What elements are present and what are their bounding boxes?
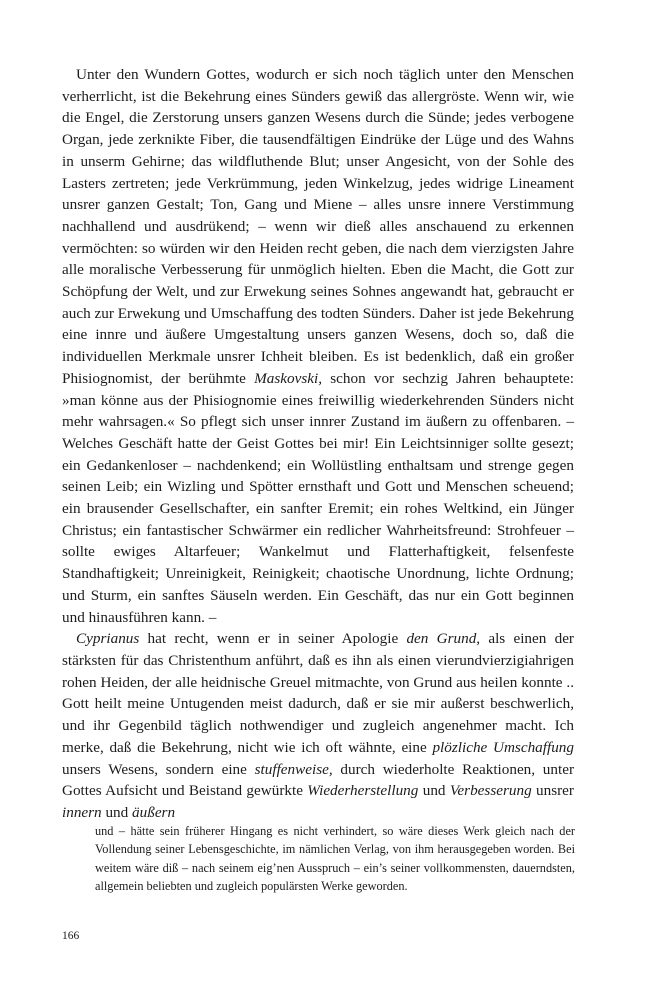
footnote: und – hätte sein früherer Hingang es nicht verhindert, so wäre dieses Werk gleich nach der Vollendung seiner Lebensgeschichte, im nämlichen Verlag, von ihm herausgegeben worden. Bei weitem wäre diß – nach seinem eig’nen Ausspruch – ein’s seiner vollkommensten, dauerndsten, allgemein beliebten und zugleich populärsten Werke geworden. bbox=[95, 824, 575, 894]
text-run: durch wiederholte Reaktionen, unter Gottes Aufsicht und Beistand gewürkte bbox=[62, 760, 574, 800]
italic-run: Verbesserung bbox=[449, 782, 532, 800]
italic-run: Maskovski, bbox=[254, 369, 323, 387]
text-run: und bbox=[418, 782, 450, 800]
text-run: unsers Wesens, sondern eine bbox=[62, 760, 255, 778]
italic-run: plözliche Umschaffung bbox=[432, 738, 574, 756]
italic-run: Wiederherstellung bbox=[307, 782, 419, 800]
italic-run: Cyprianus bbox=[76, 630, 140, 648]
paragraph bbox=[62, 628, 574, 823]
text-run: und bbox=[101, 803, 133, 821]
text-run: schon vor sechzig Jahren behauptete: »man könne aus der Phisiognomie eines freiwillig wiederkehrenden Sünders nicht mehr wahrsagen.« So pflegt sich unser innrer Zustand im äußern zu offenbaren. – Welches Geschäft hatte der Geist Gottes bei mir! Ein Leichtsinniger sollte gesezt; ein Gedankenloser – nachdenkend; ein Wollüstling enthaltsam und strenge gegen seinen Leib; ein Wizling und Spötter ernsthaft und Gott und Menschen scheuend; ein brausender Gesellschafter, ein sanfter Eremit; ein rohes Weltkind, ein Jünger Christus; ein fantastischer Schwärmer ein redlicher Wahrheitsfreund: Strohfeuer – sollte ewiges Altarfeuer; Wankelmut und Flatterhaftigkeit, felsenfeste Standhaftigkeit; Unreinigkeit, Reinigkeit; chaotische Unordnung, lichte Ordnung; und Sturm, ein sanftes Säuseln werden. Ein Geschäft, das nur ein Gott beginnen und hinausführen kann. – bbox=[62, 369, 574, 626]
italic-run: stuffenweise, bbox=[254, 760, 333, 778]
text-run: als einen der stärksten für das Christenthum anführt, daß es ihn als einen vierundvierzigiahrigen rohen Heiden, der alle heidnische Greuel mitmachte, von Grund aus heilen konnte .. Gott heilt meine Untugenden meist dadurch, daß er sie mir außerst beschwerlich, und ihr Gegenbild täglich nothwendiger und zugleich angenehmer macht. Ich merke, daß die Bekehrung, nicht wie ich oft wähnte, eine bbox=[62, 630, 574, 756]
text-run: hat recht, wenn er in seiner Apologie bbox=[139, 630, 407, 648]
italic-run: äußern bbox=[132, 803, 176, 821]
paragraph bbox=[62, 64, 574, 628]
italic-run: innern bbox=[62, 803, 102, 821]
text-run: unsrer bbox=[531, 782, 574, 800]
page-number: 166 bbox=[62, 930, 80, 942]
text-run: Unter den Wundern Gottes, wodurch er sich noch täglich unter den Menschen verherrlicht, ist die Bekehrung eines Sünders gewiß das allergröste. Wenn wir, wie die Engel, die Zerstorung unsers ganzen Wesens durch die Sünde; jedes verbogene Organ, jede zerknikte Fiber, die tausendfältigen Eindrüke der Lüge und des Wahns in unserm Gehirne; das wildfluthende Blut; unser Angesicht, von der Sohle des Lasters zertreten; jede Verkrümmung, jeden Winkelzug, jedes widrige Lineament unsrer ganzen Gestalt; Ton, Gang und Miene – alles unsre innere Verstimmung nachhallend und ausdrükend; – wenn wir dieß alles anschauend zu erkennen vermöchten: so würden wir den Heiden recht geben, die nach dem vierzigsten Jahre alle moralische Verbesserung für unmöglich hielten. Eben die Macht, die Gott zur Schöpfung der Welt, und zur Erwekung seines Sohnes angewandt hat, gebraucht er auch zur Erwekung und Umschaffung des todten Sünders. Daher ist jede Bekehrung eine innre und äußere Umgestaltung unsers ganzen Wesens, doch so, daß die individuellen Merkmale unsrer Ichheit bleiben. Es ist bedenklich, daß ein großer Phisiognomist, der berühmte bbox=[62, 66, 574, 387]
main-text bbox=[62, 64, 574, 824]
italic-run: den Grund, bbox=[406, 630, 481, 648]
